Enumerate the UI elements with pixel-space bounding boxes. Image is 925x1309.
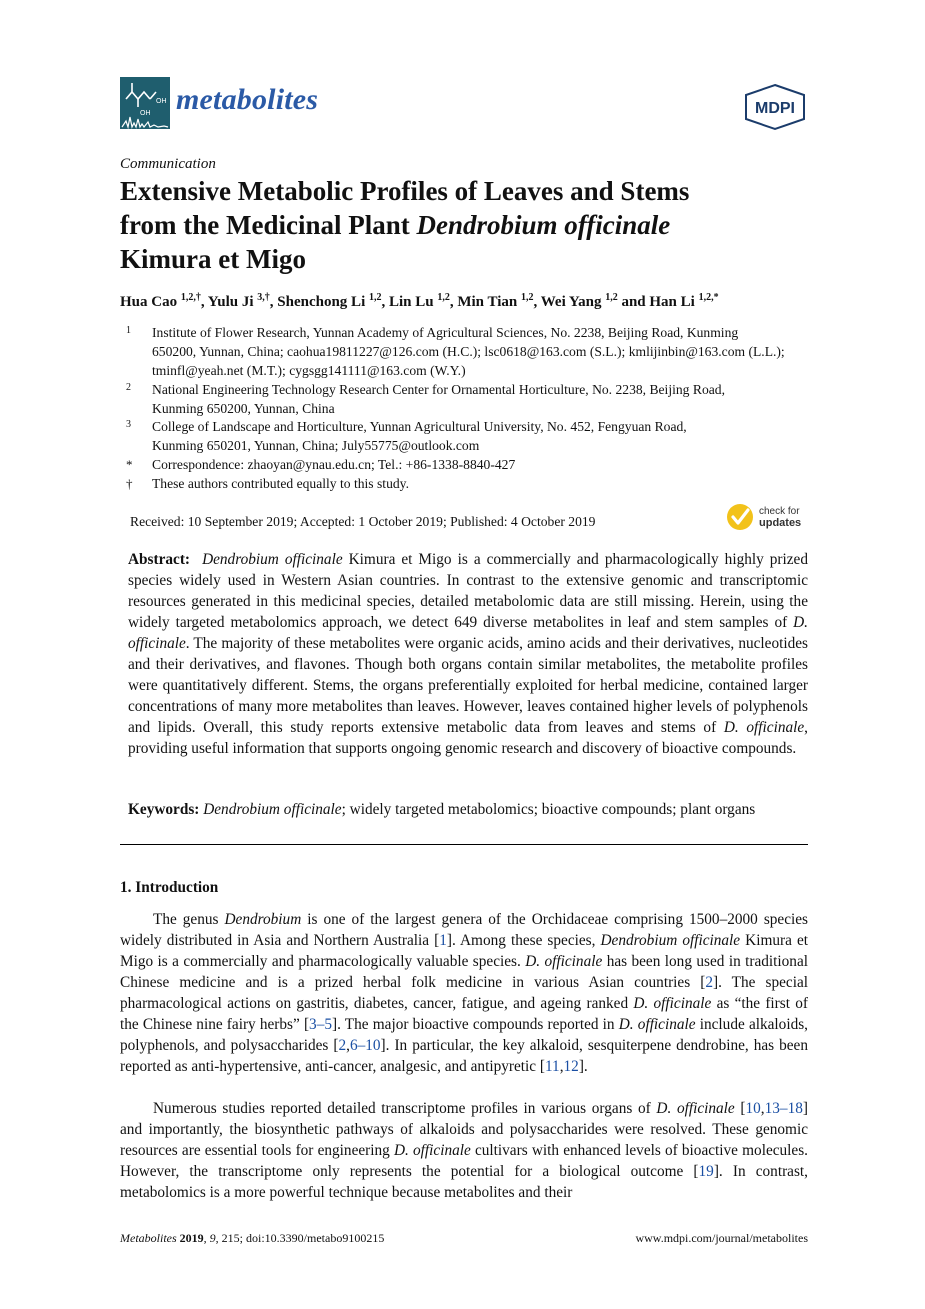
title-line-2: [120, 208, 810, 242]
citation-link[interactable]: 2: [338, 1037, 347, 1054]
title-line-2-text: from the Medicinal Plant: [120, 210, 417, 240]
author-affiliation-mark: 1,2,†: [180, 292, 201, 303]
author-name[interactable]: Wei Yang: [540, 294, 602, 310]
abstract: [128, 549, 808, 759]
affiliation-line: tminfl@yeah.net (M.T.); cygsgg141111@163.com (W.Y.): [152, 363, 466, 378]
check-for-updates-badge[interactable]: [726, 501, 810, 533]
text: ].: [578, 1058, 588, 1075]
species-name: D. officinale: [618, 1016, 696, 1033]
publisher-name: MDPI: [755, 100, 795, 117]
text: The genus: [153, 911, 225, 928]
citation-link[interactable]: 3–5: [309, 1016, 332, 1033]
abstract-text: , providing useful information that supports ongoing genomic research and discovery of bioactive compounds.: [128, 719, 808, 757]
author-name[interactable]: Shenchong Li: [277, 294, 366, 310]
molecule-icon: [120, 77, 170, 129]
species-name: Dendrobium officinale: [600, 932, 741, 949]
logo-oh-label-2: OH: [156, 98, 167, 105]
author-affiliation-mark: 1,2: [437, 292, 450, 303]
author-separator: ,: [200, 294, 208, 310]
text: ,: [346, 1037, 350, 1054]
text: cultivars with enhanced levels of bioactive molecules. However, the transcriptome only represents the potential for a biological outcome [: [120, 1142, 808, 1180]
species-name: D. officinale: [656, 1100, 735, 1117]
text: ]. In particular, the key alkaloid, sesquiterpene dendrobine, has been reported as anti-hypertensive, anti-cancer, analgesic, and antipyretic [: [120, 1037, 808, 1075]
publisher-logo: [740, 83, 810, 131]
author-separator: ,: [533, 294, 541, 310]
text: ]. The major bioactive compounds reported in: [332, 1016, 619, 1033]
author-name[interactable]: Lin Lu: [388, 294, 434, 310]
abstract-text: Kimura et Migo is a commercially and pharmacologically highly prized species widely used in Western Asian countries. In contrast to the extensive genomic and transcriptomic resources generated in this medicinal species, detailed metabolomic data are still missing. Herein, using the widely targeted metabolomics approach, we detect 649 diverse metabolites in leaf and stem samples of: [128, 551, 808, 631]
text: ]. Among these species,: [446, 932, 601, 949]
species-name: D. officinale: [723, 719, 805, 736]
citation-link[interactable]: 12: [563, 1058, 579, 1075]
affiliation-line: Institute of Flower Research, Yunnan Academy of Agricultural Sciences, No. 2238, Beijing Road, Kunming: [152, 325, 739, 340]
author-name[interactable]: Han Li: [649, 294, 695, 310]
publication-dates: Received: 10 September 2019; Accepted: 1 October 2019; Published: 4 October 2019: [130, 514, 596, 529]
correspondence-line: Correspondence: zhaoyan@ynau.edu.cn; Tel.: +86-1338-8840-427: [152, 457, 516, 472]
text: ,: [559, 1058, 564, 1075]
title-line-1: Extensive Metabolic Profiles of Leaves and Stems: [120, 176, 690, 206]
text: Numerous studies reported detailed transcriptome profiles in various organs of: [153, 1100, 657, 1117]
text: ]. The special pharmacological actions on gastritis, diabetes, cancer, fatigue, and ageing ranked: [120, 974, 808, 1012]
author-affiliation-mark: 1,2: [368, 292, 382, 303]
author-separator: ,: [381, 294, 389, 310]
affiliation-line: 650200, Yunnan, China; caohua19811227@126.com (H.C.); lsc0618@163.com (S.L.); kmlijinbin@163.com (L.L.);: [152, 344, 785, 359]
citation-link[interactable]: 19: [698, 1163, 714, 1180]
affiliation-line: National Engineering Technology Research Center for Ornamental Horticulture, No. 2238, Beijing Road,: [152, 382, 725, 397]
intro-paragraph-1: [120, 909, 808, 1077]
footer-url[interactable]: www.mdpi.com/journal/metabolites: [635, 1231, 808, 1245]
affiliation-mark: 2: [126, 382, 131, 393]
keyword: Dendrobium officinale: [203, 801, 342, 818]
text: include alkaloids, polyphenols, and polysaccharides [: [120, 1016, 808, 1054]
author-separator: and: [617, 294, 650, 310]
section-divider: [120, 844, 808, 845]
text: is one of the largest genera of the Orchidaceae comprising 1500–2000 species widely distributed in Asia and Northern Australia [: [120, 911, 808, 949]
affiliation-line: Kunming 650200, Yunnan, China: [152, 401, 335, 416]
affiliation-line: Kunming 650201, Yunnan, China; July55775@outlook.com: [152, 438, 480, 453]
citation-link[interactable]: 11: [544, 1058, 560, 1075]
text: has been long used in traditional Chinese medicine and is a prized herbal folk medicine in various Asian countries [: [120, 953, 808, 991]
text: [: [734, 1100, 746, 1117]
footer-year: 2019: [179, 1231, 204, 1245]
text: ]. In contrast, metabolomics is a more powerful technique because metabolites and their: [120, 1163, 808, 1201]
footer-citation: Metabolites 2019, 9, 215; doi:10.3390/metabo9100215: [120, 1231, 385, 1245]
author-affiliation-mark: 1,2,*: [698, 292, 719, 303]
species-name: Dendrobium officinale: [202, 551, 343, 568]
author-name[interactable]: Hua Cao: [120, 294, 178, 310]
check-updates-line-1: check for: [759, 506, 800, 517]
author-separator: ,: [449, 294, 458, 310]
title-species: Dendrobium officinale: [416, 210, 671, 240]
author-affiliation-mark: 1,2: [521, 292, 534, 303]
abstract-label: Abstract:: [128, 551, 191, 568]
check-updates-icon: [726, 501, 810, 533]
keywords: [128, 799, 818, 820]
species-name: D. officinale: [525, 953, 603, 970]
species-name: D. officinale: [633, 995, 712, 1012]
section-heading: 1. Introduction: [120, 879, 219, 896]
author-affiliation-mark: 3,†: [257, 292, 270, 303]
journal-name: metabolites: [176, 83, 319, 116]
genus-name: Dendrobium: [224, 911, 302, 928]
citation-link[interactable]: 1: [439, 932, 447, 949]
species-name: D. officinale: [128, 614, 808, 652]
abstract-text: . The majority of these metabolites were organic acids, amino acids and their derivatives, nucleotides and their derivatives, and flavones. Though both organs contain similar metabolites, the metabolite profiles were quantitatively different. Stems, the organs preferentially exploited for herbal medicine, contained larger concentrations of many more metabolites than leaves. However, leaves contained higher levels of polyphenols and lipids. Overall, this study reports extensive metabolic data from leaves and stems of: [128, 635, 808, 736]
citation-link[interactable]: 2: [705, 974, 713, 991]
footer-doi: , 215; doi:10.3390/metabo9100215: [215, 1231, 385, 1245]
article-type: Communication: [120, 156, 216, 172]
author-name[interactable]: Min Tian: [457, 294, 518, 310]
text: Kimura et Migo is a commercially and pharmacologically valuable species.: [120, 932, 808, 970]
equal-contribution-line: These authors contributed equally to this study.: [152, 476, 409, 491]
keywords-label: Keywords:: [128, 801, 200, 818]
affiliation-mark: 3: [126, 419, 131, 430]
text: ] and importantly, the biosynthetic pathways of alkaloids and polysaccharides were resolved. These genomic resources are essential tools for engineering: [120, 1100, 808, 1159]
species-name: D. officinale: [393, 1142, 471, 1159]
citation-link[interactable]: 13–18: [764, 1100, 803, 1117]
author-name[interactable]: Yulu Ji: [207, 294, 254, 310]
text: as “the first of the Chinese nine fairy herbs” [: [120, 995, 808, 1033]
text: ,: [760, 1100, 765, 1117]
author-affiliation-mark: 1,2: [605, 292, 618, 303]
logo-oh-label-1: OH: [140, 110, 151, 117]
keyword-list: ; widely targeted metabolomics; bioactive compounds; plant organs: [341, 801, 756, 818]
title-line-3: Kimura et Migo: [120, 244, 306, 274]
author-list: [120, 292, 820, 311]
citation-link[interactable]: 6–10: [349, 1037, 381, 1054]
affiliation-mark: 1: [126, 325, 131, 336]
footer-journal: Metabolites: [120, 1231, 177, 1245]
article-title: [120, 174, 810, 276]
journal-logo: [120, 77, 170, 129]
correspondence-mark: *: [126, 457, 133, 472]
intro-paragraph-2: [120, 1098, 808, 1203]
affiliation-line: College of Landscape and Horticulture, Yunnan Agricultural University, No. 452, Fengyuan Road,: [152, 419, 687, 434]
equal-contribution-mark: †: [126, 476, 133, 491]
mdpi-hexagon-icon: [740, 83, 810, 131]
author-separator: ,: [269, 294, 278, 310]
citation-link[interactable]: 10: [745, 1100, 761, 1117]
check-updates-line-2: updates: [759, 517, 802, 529]
footer-volume: 9: [209, 1231, 216, 1245]
